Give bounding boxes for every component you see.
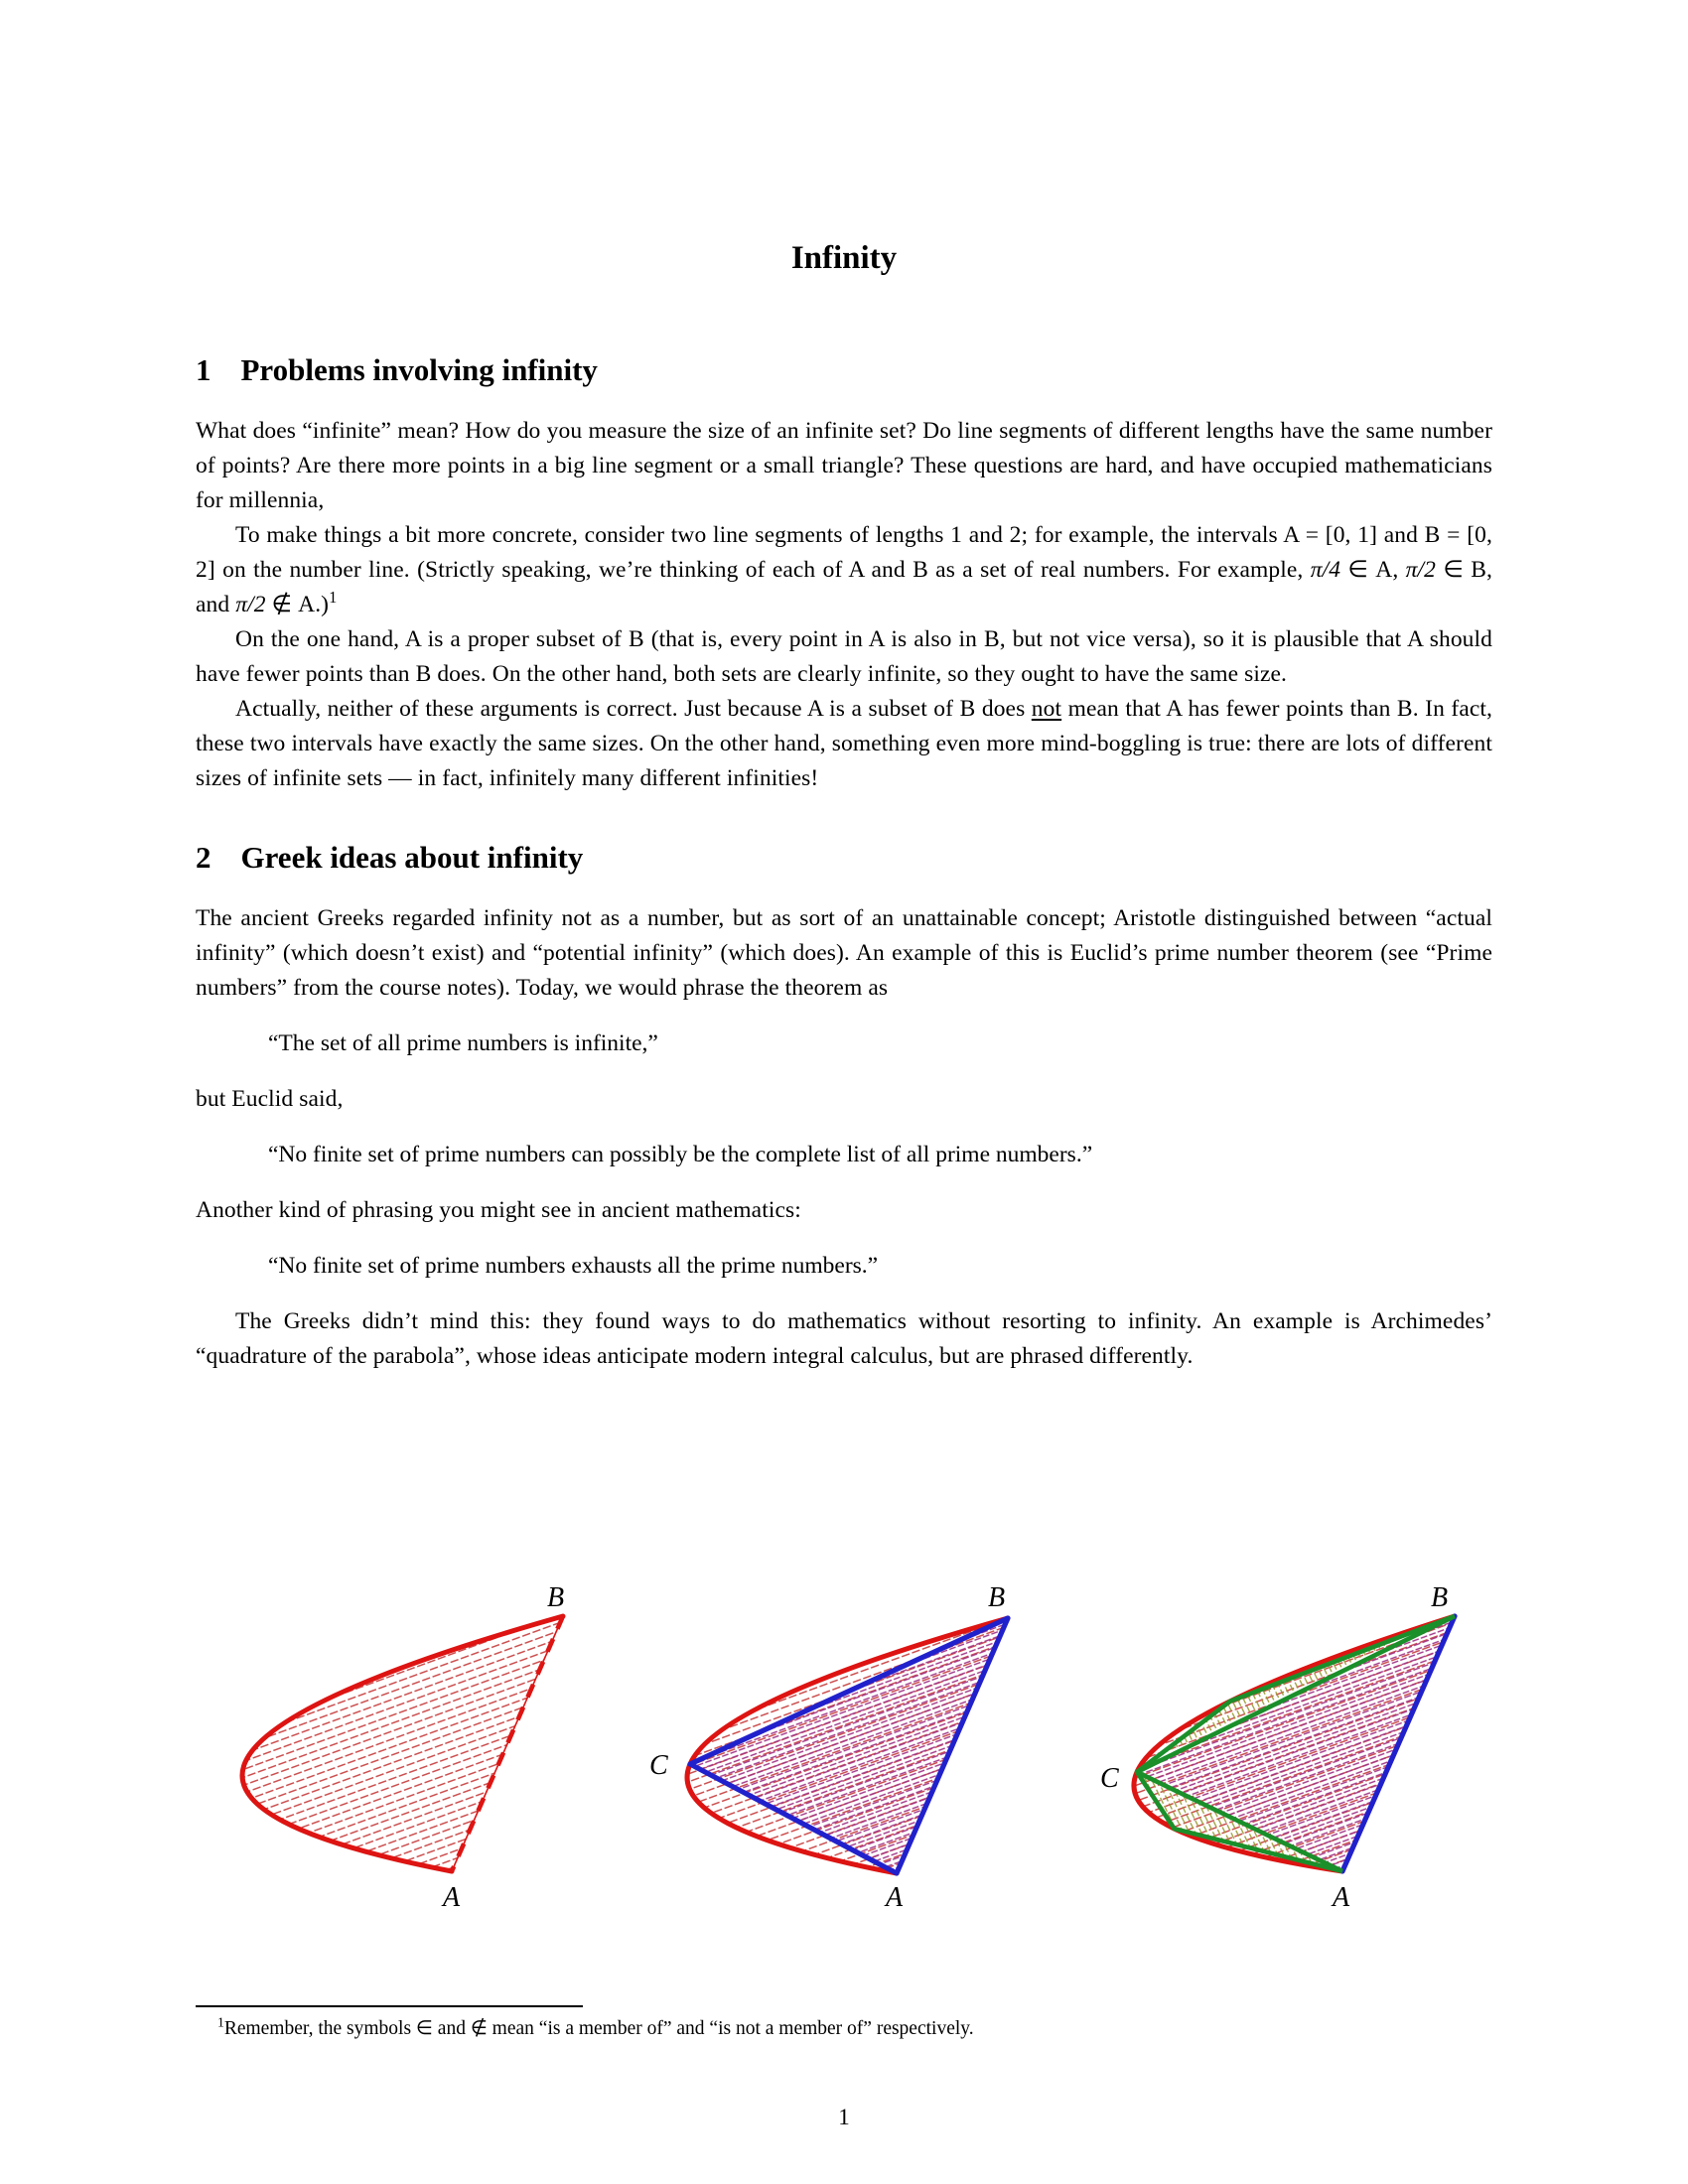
text-run: “The set of all prime numbers is infinite,” (268, 1030, 658, 1056)
text-run: A (1406, 626, 1423, 652)
paragraph (196, 1193, 1492, 1228)
text-run: mean that (1061, 696, 1167, 722)
document-title: Infinity (790, 240, 898, 276)
text-run: does. On the other hand, both sets are clearly infinite, so they ought to have the same size. (431, 661, 1288, 687)
text-run: What does “infinite” mean? How do you measure the size of an infinite set? Do line segments of different lengths have the same number of points? Are there more points in a big line segment or a small triangle? These questions are hard, and have occupied mathematicians for millennia, (196, 418, 1492, 513)
text-run: , and (196, 557, 1493, 617)
text-run: Another kind of phrasing you might see in ancient mathematics: (196, 1197, 801, 1223)
text-run: is a subset of (822, 696, 960, 722)
text-run: A (298, 592, 316, 617)
text-run: does (975, 696, 1032, 722)
text-run: (that is, every point in (643, 626, 869, 652)
text-run: , but not vice versa), so it is plausible that (999, 626, 1407, 652)
text-run: is also in (884, 626, 984, 652)
text-run: π/4 (1310, 557, 1341, 583)
point-label-b: B (988, 1582, 1006, 1613)
figure-refined-triangles (1100, 1582, 1455, 1913)
quotation (268, 1138, 1492, 1172)
text-run: . In fact, these two intervals have exactly the same sizes. On the other hand, something even more mind-boggling is true: there are lots of different sizes of infinite sets — in fact, infinitely many different infinities! (196, 696, 1493, 791)
text-run: The ancient Greeks regarded infinity not as a number, but as sort of an unattainable concept; Aristotle distinguished between “actual infinity” (which doesn’t exist) and “potential infinity” (which does). An example of this is Euclid’s prime number theorem (see “Prime numbers” from the course notes). Today, we would phrase the theorem as (196, 905, 1492, 1001)
text-run: = [0, 1] and (1299, 522, 1425, 548)
text-run: ∉ (265, 592, 299, 617)
paragraph (196, 622, 1492, 692)
point-label-a: A (886, 1882, 904, 1913)
text-run: A (1283, 522, 1299, 548)
footnote (196, 2005, 1492, 2042)
footnote-marker: 1 (217, 2014, 224, 2030)
text-run: B (1471, 557, 1487, 583)
figure-parabolic-segment (242, 1582, 564, 1913)
text-run: A (404, 626, 421, 652)
text-run: = [0, 2] on the number line. (Strictly speaking, we’re thinking of each of (196, 522, 1492, 583)
footnote-body: Remember, the symbols ∈ and ∉ mean “is a member of” and “is not a member of” respectively. (223, 2018, 974, 2039)
text-run: B (1396, 696, 1413, 722)
text-run: B (628, 626, 644, 652)
text-run: not (1031, 696, 1062, 722)
point-label-c: C (1100, 1763, 1119, 1794)
footnote-text (196, 2016, 1492, 2042)
text-run: To make things a bit more concrete, consider two line segments of lengths 1 and 2; for example, the intervals (235, 522, 1284, 548)
text-run: as a set of real numbers. For example, (927, 557, 1311, 583)
text-run: A (1166, 696, 1182, 722)
text-run: B (959, 696, 976, 722)
page-number: 1 (838, 2105, 850, 2129)
text-run: 1 (329, 588, 338, 608)
text-run: Actually, neither of these arguments is correct. Just because (235, 696, 807, 722)
section-title: Greek ideas about infinity (240, 840, 584, 875)
footnote-rule (196, 2005, 583, 2007)
section-number: 1 (196, 352, 211, 387)
text-run: The Greeks didn’t mind this: they found ways to do mathematics without resorting to infinity. An example is Archimedes’ “quadrature of the parabola”, whose ideas anticipate modern integral calculus, but are phrased differently. (196, 1308, 1492, 1369)
point-label-b: B (1431, 1582, 1449, 1613)
paragraph (196, 692, 1492, 796)
quadrature-figures (0, 1549, 1688, 1936)
document-body (196, 238, 1492, 1374)
point-label-a: A (1333, 1882, 1350, 1913)
text-run: On the one hand, (235, 626, 405, 652)
point-label-a: A (443, 1882, 461, 1913)
text-run: B (913, 557, 928, 583)
text-run: , (1392, 557, 1406, 583)
point-label-c: C (649, 1750, 668, 1781)
paragraph (196, 518, 1492, 622)
text-run: but Euclid said, (196, 1086, 344, 1112)
paragraph (196, 414, 1492, 518)
text-run: “No finite set of prime numbers exhausts all the prime numbers.” (268, 1253, 879, 1279)
text-run: B (1424, 522, 1441, 548)
text-run: B (983, 626, 1000, 652)
text-run: is a proper subset of (420, 626, 629, 652)
paragraph (196, 901, 1492, 1006)
quotation (268, 1026, 1492, 1061)
text-run: A (806, 696, 823, 722)
text-run: and (864, 557, 914, 583)
point-label-b: B (547, 1582, 565, 1613)
text-run: ∈ (1436, 557, 1472, 583)
text-run: A (868, 626, 885, 652)
text-run: π/2 (235, 592, 266, 617)
text-run: should have fewer points than (196, 626, 1493, 687)
section-number: 2 (196, 840, 211, 875)
paragraph (196, 1304, 1492, 1374)
text-run: A (848, 557, 865, 583)
text-run: ∈ (1340, 557, 1376, 583)
section-heading (196, 350, 1492, 390)
text-run: B (415, 661, 432, 687)
figure-inscribed-triangle (649, 1582, 1008, 1913)
section-title: Problems involving infinity (240, 352, 598, 387)
text-run: “No finite set of prime numbers can possibly be the complete list of all prime numbers.” (268, 1142, 1093, 1167)
text-run: π/2 (1405, 557, 1437, 583)
text-run: has fewer points than (1182, 696, 1397, 722)
paragraph (196, 1082, 1492, 1117)
quotation (268, 1249, 1492, 1284)
text-run: .) (315, 592, 330, 617)
text-run: A (1375, 557, 1393, 583)
section-heading (196, 838, 1492, 878)
